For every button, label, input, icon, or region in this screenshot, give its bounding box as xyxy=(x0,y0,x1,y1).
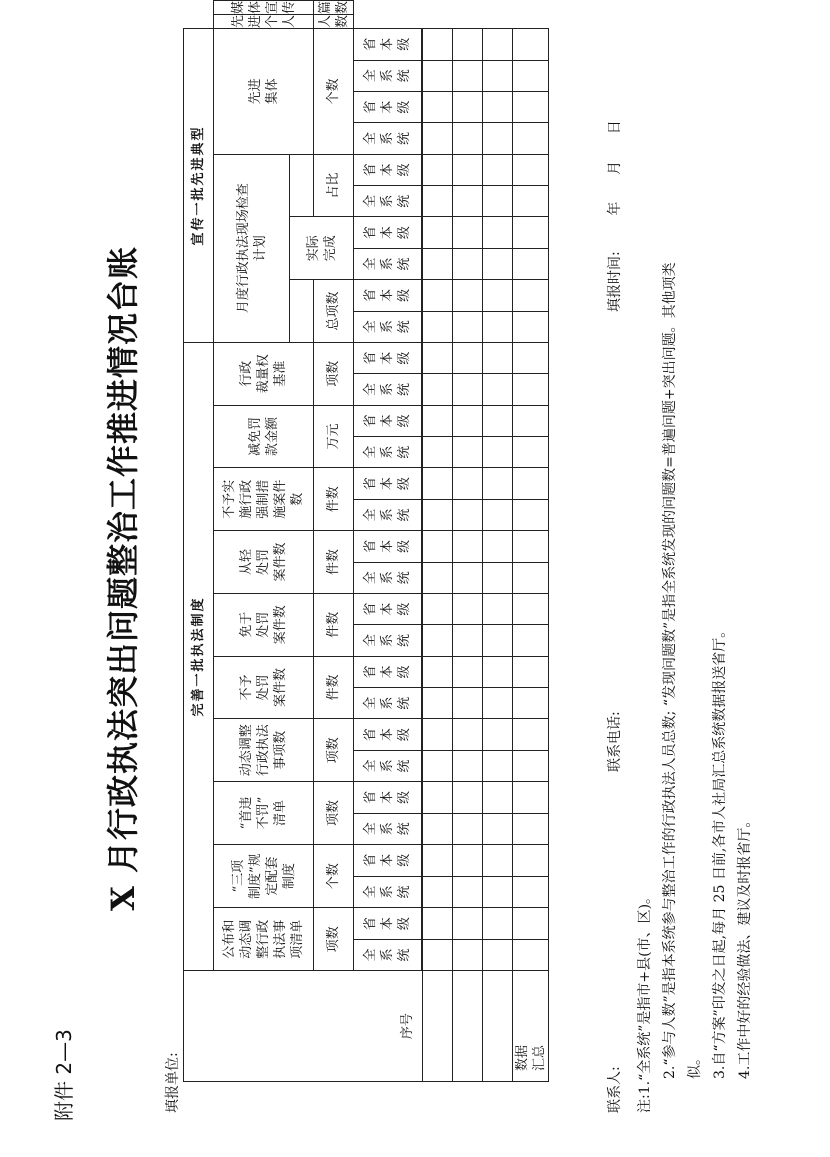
ledger-table xyxy=(183,0,549,1082)
attachment-label: 附件 2—3 xyxy=(52,1029,76,1121)
data-cell[interactable] xyxy=(513,562,549,593)
data-cell[interactable] xyxy=(483,29,513,61)
data-cell[interactable] xyxy=(453,311,483,342)
data-cell[interactable] xyxy=(423,688,453,719)
unit-header: 篇数 xyxy=(314,1,354,15)
data-cell[interactable] xyxy=(423,280,453,311)
contact-person-label: 联系人: xyxy=(607,1066,623,1113)
level-row xyxy=(354,1,422,1082)
unit-header: 总项数 xyxy=(314,280,354,343)
data-cell[interactable] xyxy=(423,656,453,687)
notes-block xyxy=(633,33,758,1113)
summary-row xyxy=(513,1,549,1082)
data-cell[interactable] xyxy=(453,29,483,61)
data-row xyxy=(483,1,513,1082)
data-cell[interactable] xyxy=(423,91,453,122)
level-province: 省 本 级 xyxy=(354,405,422,436)
data-cell[interactable] xyxy=(513,876,549,908)
data-cell[interactable] xyxy=(453,844,483,876)
data-cell[interactable] xyxy=(453,876,483,908)
data-cell[interactable] xyxy=(423,499,453,530)
level-province: 省 本 级 xyxy=(354,280,422,311)
data-cell[interactable] xyxy=(423,217,453,248)
data-cell[interactable] xyxy=(483,186,513,217)
data-cell[interactable] xyxy=(513,844,549,876)
data-cell[interactable] xyxy=(483,656,513,687)
data-cell[interactable] xyxy=(513,186,549,217)
data-cell[interactable] xyxy=(483,123,513,154)
col-header-advanced-person: 先进 个人 xyxy=(214,15,314,29)
level-province: 省 本 级 xyxy=(354,656,422,687)
data-cell[interactable] xyxy=(513,342,549,373)
data-cell[interactable] xyxy=(483,342,513,373)
level-all: 全 系 统 xyxy=(354,186,422,217)
data-cell[interactable] xyxy=(513,374,549,405)
col-header-light-penalty: 从轻 处罚 案件数 xyxy=(214,531,314,594)
note-line: 2.“参与人数”是指本系统参与整治工作的行政执法人员总数; “发现问题数”是指全系统发现的问题数=普遍问题+突出问题。其他项类 xyxy=(662,262,678,1079)
data-cell[interactable] xyxy=(453,782,483,813)
cell-blank xyxy=(290,280,314,343)
data-cell[interactable] xyxy=(453,374,483,405)
data-cell[interactable] xyxy=(423,908,453,939)
seq-cell[interactable] xyxy=(483,971,513,1082)
data-cell[interactable] xyxy=(423,876,453,908)
unit-header: 项数 xyxy=(314,908,354,971)
data-cell[interactable] xyxy=(423,750,453,781)
data-cell[interactable] xyxy=(453,91,483,122)
level-all: 全 系 统 xyxy=(354,876,422,908)
data-cell[interactable] xyxy=(453,437,483,468)
note-line: 3.自“方案”印发之日起,每月 25 日前,各市人社局汇总系统数据报送省厅。 xyxy=(712,623,728,1079)
data-cell[interactable] xyxy=(423,248,453,279)
level-province: 省 本 级 xyxy=(354,908,422,939)
data-cell[interactable] xyxy=(513,91,549,122)
data-cell[interactable] xyxy=(453,813,483,844)
data-cell[interactable] xyxy=(423,186,453,217)
level-province: 省 本 级 xyxy=(354,91,422,122)
level-province: 省 本 级 xyxy=(354,531,422,562)
level-province: 省 本 级 xyxy=(354,217,422,248)
unit-header: 件数 xyxy=(314,468,354,531)
level-all: 全 系 统 xyxy=(354,813,422,844)
data-cell[interactable] xyxy=(453,908,483,939)
fill-unit-label: 填报单位: xyxy=(165,1052,181,1113)
data-cell[interactable] xyxy=(453,593,483,624)
data-cell[interactable] xyxy=(423,719,453,750)
unit-header: 件数 xyxy=(314,531,354,594)
data-cell[interactable] xyxy=(513,531,549,562)
data-cell[interactable] xyxy=(423,625,453,656)
col-header-three-systems: “三项 制度”规 定配套 制度 xyxy=(214,844,314,907)
data-cell[interactable] xyxy=(483,217,513,248)
col-header-publish-list: 公布和 动态调 整行政 执法事 项清单 xyxy=(214,908,314,971)
level-all: 全 系 统 xyxy=(354,248,422,279)
data-cell[interactable] xyxy=(423,405,453,436)
data-cell[interactable] xyxy=(453,280,483,311)
data-cell[interactable] xyxy=(483,688,513,719)
data-cell[interactable] xyxy=(483,280,513,311)
unit-header: 人数 xyxy=(314,15,354,29)
unit-header: 占比 xyxy=(314,154,354,217)
data-cell[interactable] xyxy=(423,531,453,562)
data-cell[interactable] xyxy=(483,405,513,436)
note-line: 注:1.“全系统”是指市+县(市、区)。 xyxy=(637,889,653,1113)
note-line: 似。 xyxy=(687,1051,703,1079)
data-cell[interactable] xyxy=(453,154,483,185)
data-cell[interactable] xyxy=(513,60,549,91)
data-cell[interactable] xyxy=(453,750,483,781)
data-cell[interactable] xyxy=(453,719,483,750)
data-cell[interactable] xyxy=(483,60,513,91)
data-cell[interactable] xyxy=(513,908,549,939)
data-cell[interactable] xyxy=(423,437,453,468)
cell-blank xyxy=(290,154,314,217)
level-all: 全 系 统 xyxy=(354,688,422,719)
data-cell[interactable] xyxy=(453,60,483,91)
data-cell[interactable] xyxy=(423,562,453,593)
unit-header: 万元 xyxy=(314,405,354,468)
data-cell[interactable] xyxy=(423,782,453,813)
unit-header: 项数 xyxy=(314,342,354,405)
data-cell[interactable] xyxy=(513,813,549,844)
seq-header: 序号 xyxy=(184,971,423,1082)
unit-header: 个数 xyxy=(314,29,354,155)
data-cell[interactable] xyxy=(483,499,513,530)
data-cell[interactable] xyxy=(483,750,513,781)
unit-header: 项数 xyxy=(314,719,354,782)
data-cell[interactable] xyxy=(423,29,453,61)
data-cell[interactable] xyxy=(453,625,483,656)
data-cell[interactable] xyxy=(453,123,483,154)
data-cell[interactable] xyxy=(453,656,483,687)
data-cell[interactable] xyxy=(513,656,549,687)
col-header-exempt-penalty: 免于 处罚 案件数 xyxy=(214,593,314,656)
data-cell[interactable] xyxy=(513,154,549,185)
col-header-no-penalty: 不予 处罚 案件数 xyxy=(214,656,314,719)
data-cell[interactable] xyxy=(483,311,513,342)
data-cell[interactable] xyxy=(483,939,513,970)
data-cell[interactable] xyxy=(513,782,549,813)
data-cell[interactable] xyxy=(483,782,513,813)
unit-header: 个数 xyxy=(314,844,354,907)
level-all: 全 系 统 xyxy=(354,123,422,154)
data-cell[interactable] xyxy=(423,154,453,185)
data-cell[interactable] xyxy=(423,468,453,499)
data-cell[interactable] xyxy=(453,405,483,436)
level-all: 全 系 统 xyxy=(354,562,422,593)
group-header-promote-models: 宣传一批先进典型 xyxy=(184,29,214,343)
data-cell[interactable] xyxy=(513,217,549,248)
data-cell[interactable] xyxy=(453,531,483,562)
data-cell[interactable] xyxy=(483,91,513,122)
col-header-inspection-plan: 月度行政执法现场检查 计划 xyxy=(214,154,290,342)
data-cell[interactable] xyxy=(513,499,549,530)
data-cell[interactable] xyxy=(513,437,549,468)
data-cell[interactable] xyxy=(423,593,453,624)
data-cell[interactable] xyxy=(453,217,483,248)
col-header-advanced-group: 先进 集体 xyxy=(214,29,314,155)
data-cell[interactable] xyxy=(453,688,483,719)
data-cell[interactable] xyxy=(513,750,549,781)
level-province: 省 本 级 xyxy=(354,154,422,185)
data-cell[interactable] xyxy=(513,593,549,624)
data-cell[interactable] xyxy=(423,844,453,876)
seq-cell[interactable] xyxy=(423,971,453,1082)
data-cell[interactable] xyxy=(453,939,483,970)
level-all: 全 系 统 xyxy=(354,437,422,468)
data-cell[interactable] xyxy=(483,593,513,624)
data-cell[interactable] xyxy=(513,405,549,436)
data-cell[interactable] xyxy=(483,719,513,750)
col-header-adjust-items: 动态调整 行政执法 事项数 xyxy=(214,719,314,782)
data-row xyxy=(423,1,453,1082)
seq-cell[interactable] xyxy=(453,971,483,1082)
unit-header: 项数 xyxy=(314,782,354,845)
data-cell[interactable] xyxy=(483,813,513,844)
col-header-first-offense: “首违 不罚” 清单 xyxy=(214,782,314,845)
data-cell[interactable] xyxy=(513,625,549,656)
data-cell[interactable] xyxy=(483,437,513,468)
data-cell[interactable] xyxy=(483,531,513,562)
group-header-perfect-system: 完善一批执法制度 xyxy=(184,342,214,970)
level-all: 全 系 统 xyxy=(354,750,422,781)
data-cell[interactable] xyxy=(483,562,513,593)
data-cell[interactable] xyxy=(483,908,513,939)
unit-header: 件数 xyxy=(314,593,354,656)
data-cell[interactable] xyxy=(513,29,549,61)
data-cell[interactable] xyxy=(453,342,483,373)
data-cell[interactable] xyxy=(453,186,483,217)
data-cell[interactable] xyxy=(483,154,513,185)
data-cell[interactable] xyxy=(423,813,453,844)
data-cell[interactable] xyxy=(423,311,453,342)
data-cell[interactable] xyxy=(513,468,549,499)
level-province: 省 本 级 xyxy=(354,593,422,624)
summary-label: 数据 汇总 xyxy=(513,971,549,1082)
data-cell[interactable] xyxy=(483,248,513,279)
note-line: 4.工作中好的经验做法、建议及时报省厅。 xyxy=(737,813,753,1079)
data-cell[interactable] xyxy=(453,468,483,499)
data-cell[interactable] xyxy=(453,248,483,279)
data-cell[interactable] xyxy=(423,60,453,91)
fill-time-label: 填报时间: 年 月 日 xyxy=(607,120,623,312)
data-cell[interactable] xyxy=(513,280,549,311)
data-cell[interactable] xyxy=(513,719,549,750)
level-all: 全 系 统 xyxy=(354,939,422,970)
level-province: 省 本 级 xyxy=(354,342,422,373)
data-cell[interactable] xyxy=(513,939,549,970)
data-cell[interactable] xyxy=(423,374,453,405)
document-title: X 月行政执法突出问题整治工作推进情况台账 xyxy=(104,246,142,911)
contact-phone-label: 联系电话: xyxy=(607,711,623,772)
level-province: 省 本 级 xyxy=(354,719,422,750)
level-province: 省 本 级 xyxy=(354,468,422,499)
level-all: 全 系 统 xyxy=(354,374,422,405)
data-cell[interactable] xyxy=(513,248,549,279)
level-province: 省 本 级 xyxy=(354,782,422,813)
col-header-actual-done: 实际 完成 xyxy=(290,217,354,280)
data-cell[interactable] xyxy=(513,688,549,719)
data-cell[interactable] xyxy=(423,123,453,154)
data-cell[interactable] xyxy=(423,939,453,970)
level-province: 省 本 级 xyxy=(354,29,422,61)
col-header-discretion: 行政 裁量权 基准 xyxy=(214,342,314,405)
data-cell[interactable] xyxy=(483,876,513,908)
level-all: 全 系 统 xyxy=(354,311,422,342)
data-cell[interactable] xyxy=(513,123,549,154)
data-cell[interactable] xyxy=(483,374,513,405)
col-header-fine-reduction: 减免罚 款金额 xyxy=(214,405,314,468)
level-all: 全 系 统 xyxy=(354,499,422,530)
data-row xyxy=(453,1,483,1082)
data-cell[interactable] xyxy=(483,468,513,499)
col-header-no-coercion: 不予实 施行政 强制措 施案件 数 xyxy=(214,468,314,531)
col-header-media: 媒体 宣传 xyxy=(214,1,314,15)
data-cell[interactable] xyxy=(513,311,549,342)
level-all: 全 系 统 xyxy=(354,60,422,91)
level-all: 全 系 统 xyxy=(354,625,422,656)
level-province: 省 本 级 xyxy=(354,844,422,876)
data-cell[interactable] xyxy=(453,562,483,593)
data-cell[interactable] xyxy=(453,499,483,530)
data-cell[interactable] xyxy=(423,342,453,373)
data-cell[interactable] xyxy=(483,844,513,876)
data-cell[interactable] xyxy=(483,625,513,656)
unit-header: 件数 xyxy=(314,656,354,719)
